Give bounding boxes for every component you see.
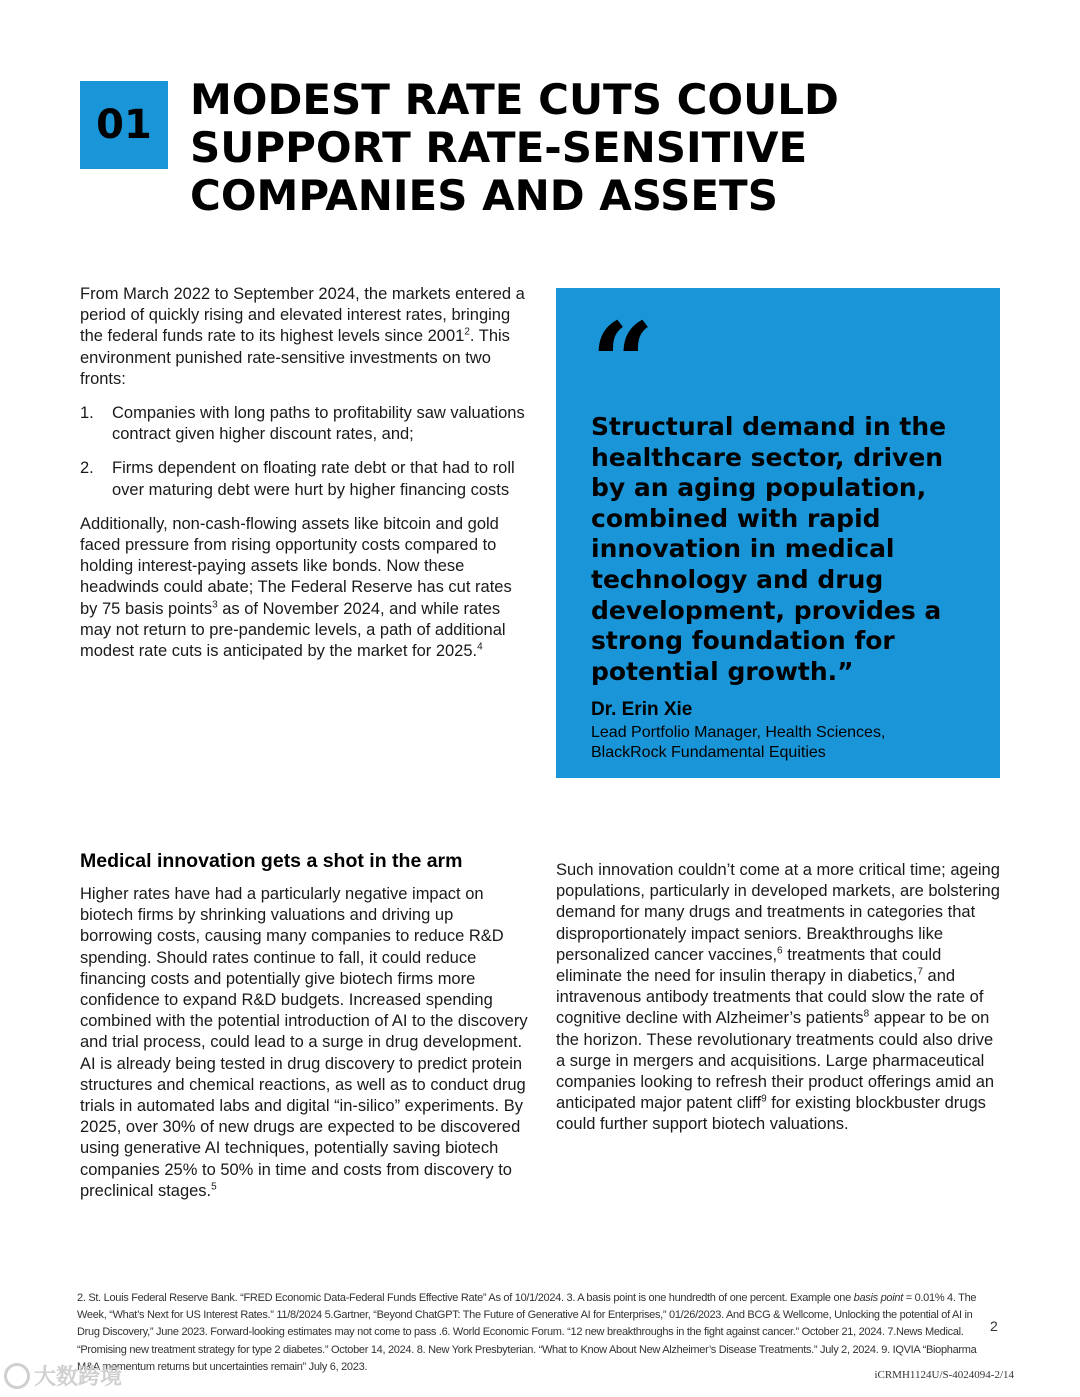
page-title: MODEST RATE CUTS COULD SUPPORT RATE-SENSITIVE COMPANIES AND ASSETS [190, 75, 839, 220]
watermark [4, 1360, 122, 1391]
quote-author-role: Lead Portfolio Manager, Health Sciences, BlackRock Fundamental Equities [591, 724, 886, 761]
watermark-text: 大数跨境 [34, 1364, 123, 1389]
watermark-logo-icon [4, 1363, 30, 1389]
quote-author-name: Dr. Erin Xie [591, 699, 693, 721]
section-heading: Medical innovation gets a shot in the arm [80, 850, 463, 872]
quote-mark-icon: “ [591, 298, 655, 427]
footnotes: 2. St. Louis Federal Reserve Bank. “FRED Economic Data-Federal Funds Effective Rate” As of 10/1/2024. 3. A basis point is one hundredth of one percent. Example one basis point = 0.01% 4. The Week, “What’s Next for US Interest Rates.” 11/8/2024 5.Gartner, “Beyond ChatGPT: The Future of Generative AI for Enterprises,” 01/26/2023. And BCG & Wellcome, Unlocking the potential of AI in Drug Discovery,” June 2023. Forward-looking estimates may not come to pass .6. World Economic Forum. “12 new breakthroughs in the fight against cancer.” October 21, 2024. 7.News Medical. “Promising new treatment strategy for type 2 diabetes.” October 14, 2024. 8. New York Presbyterian. “What to Know About New Alzheimer’s Disease Treatments.” July 2, 2024. 9. IQVIA “Biopharma M&A momentum returns but uncertainties remain” July 6, 2023. [77, 1292, 977, 1373]
pull-quote-box [556, 288, 1000, 778]
list-item [80, 403, 530, 445]
intro-paragraph-1: From March 2022 to September 2024, the markets entered a period of quickly rising and elevated interest rates, bringing the federal funds rate to its highest levels since 2001$^2$. This environment punished rate-sensitive investments on two fronts: [80, 285, 525, 388]
list-item-number: 2. [80, 459, 94, 478]
page-number: 2 [990, 1318, 998, 1334]
section-number: 01 [96, 102, 152, 148]
list-item-number: 1. [80, 404, 94, 423]
intro-paragraph-2: Additionally, non-cash-flowing assets like bitcoin and gold faced pressure from rising opportunity costs compared to holding interest-paying assets like bonds. Now these headwinds could abate; The Federal Reserve has cut rates by 75 basis points$^3$ as of November 2024, and while rates may not return to pre-pandemic levels, a path of additional modest rate cuts is anticipated by the market for 2025.$^4$ [80, 514, 512, 661]
list-item-text: Companies with long paths to profitability saw valuations contract given higher discount rates, and; [112, 404, 525, 444]
document-code: iCRMH1124U/S-4024094-2/14 [874, 1369, 1014, 1381]
list-item-text: Firms dependent on floating rate debt or that had to roll over maturing debt were hurt by higher financing costs [112, 459, 515, 499]
section-number-badge [80, 81, 168, 169]
section-paragraph-right: Such innovation couldn’t come at a more critical time; ageing populations, particularly in developed markets, are bolstering demand for many drugs and treatments in categories that disproportionately impact seniors. Breakthroughs like personalized cancer vaccines,$^6$ treatments that could eliminate the need for insulin therapy in diabetics,$^7$ and intravenous antibody treatments that could slow the rate of cognitive decline with Alzheimer’s patients$^8$ appear to be on the horizon. These revolutionary treatments could also drive a surge in mergers and acquisitions. Large pharmaceutical companies looking to refresh their product offerings amid an anticipated major patent cliff$^9$ for existing blockbuster drugs could further support biotech valuations. [556, 861, 1000, 1134]
intro-column [80, 284, 530, 675]
section-paragraph-left: Higher rates have had a particularly negative impact on biotech firms by shrinking valuations and driving up borrowing costs, causing many companies to reduce R&D spending. Should rates continue to fall, it could reduce financing costs and potentially give biotech firms more confidence to expand R&D budgets. Increased spending combined with the potential introduction of AI to the discovery and trial process, could lead to a surge in drug development. AI is already being tested in drug discovery to predict protein structures and chemical reactions, as well as to conduct drug trials in automated labs and digital “in-silico” experiments. By 2025, over 30% of new drugs are expected to be discovered using generative AI techniques, potentially saving biotech companies 25% to 50% in time and costs from discovery to preclinical stages.$^5$ [80, 885, 528, 1200]
pull-quote-text: Structural demand in the healthcare sector, driven by an aging population, combined with rapid innovation in medical technology and drug development, provides a strong foundation for potential growth.” [591, 412, 947, 686]
intro-list [80, 403, 530, 501]
list-item [80, 458, 530, 500]
